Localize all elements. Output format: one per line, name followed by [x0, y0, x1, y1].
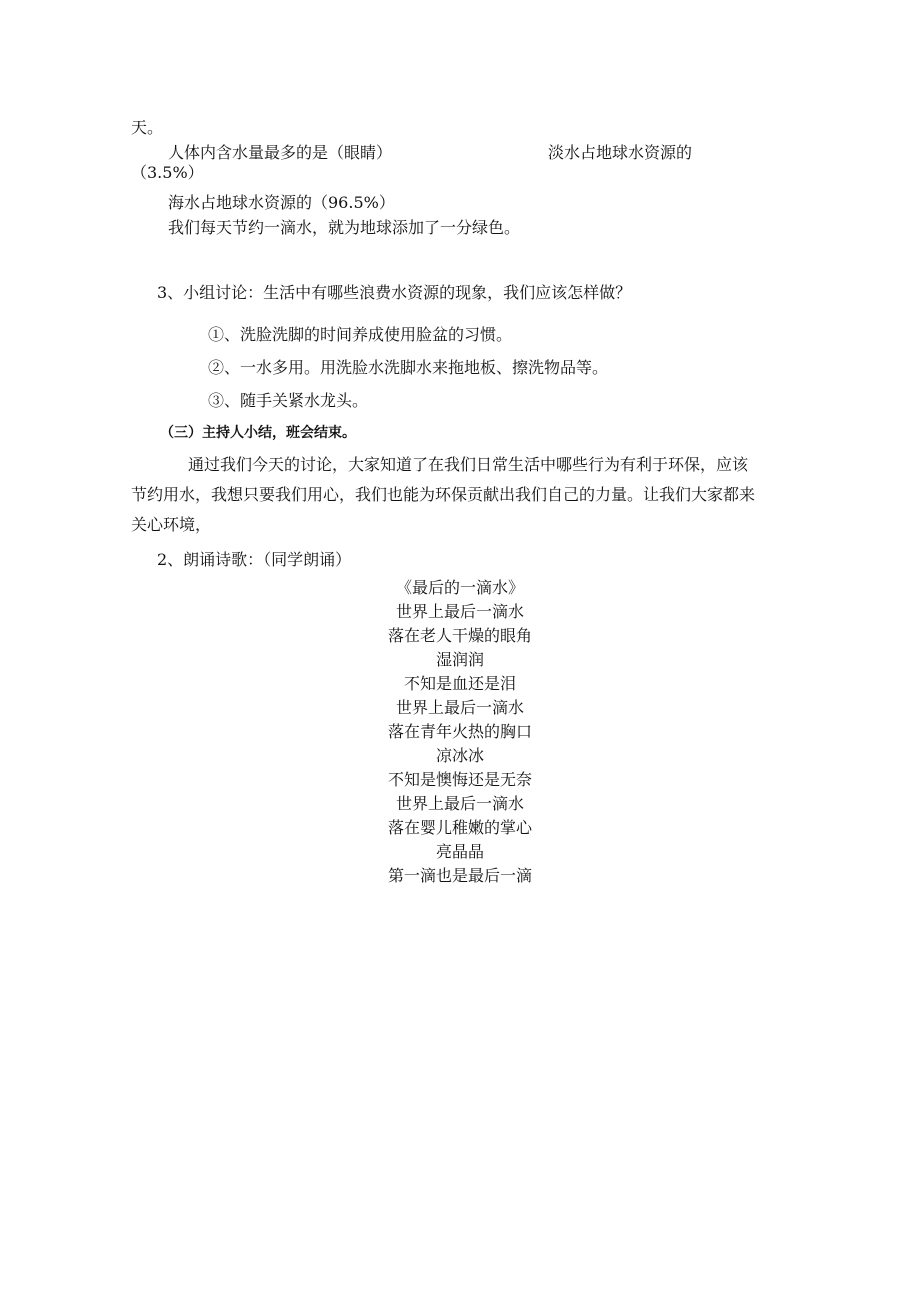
poem-line: 落在老人干燥的眼角	[387, 626, 532, 645]
poem-line: 落在青年火热的胸口	[387, 722, 532, 741]
fact-fresh-label: 淡水占地球水资源的	[548, 143, 693, 162]
fact-fresh-value: （3.5%）	[131, 163, 204, 182]
intro-tian: 天。	[131, 118, 164, 137]
discussion-item: ②、一水多用。用洗脸水洗脚水来拖地板、擦洗物品等。	[208, 358, 609, 377]
summary-line: 节约用水，我想只要我们用心，我们也能为环保贡献出我们自己的力量。让我们大家都来	[131, 485, 756, 504]
poem-line: 世界上最后一滴水	[395, 794, 524, 813]
poem-line: 不知是血还是泪	[403, 674, 516, 693]
poem-title: 《最后的一滴水》	[395, 578, 524, 597]
summary-line: 关心环境，	[131, 515, 212, 534]
poem-line: 湿润润	[435, 650, 484, 669]
poem-line: 世界上最后一滴水	[395, 602, 524, 621]
poem-line: 第一滴也是最后一滴	[387, 866, 532, 885]
poem-line: 落在婴儿稚嫩的掌心	[387, 818, 532, 837]
poem-line: 凉冰冰	[435, 746, 484, 765]
poem-line: 世界上最后一滴水	[395, 698, 524, 717]
discussion-item: ③、随手关紧水龙头。	[208, 391, 369, 410]
fact-eyes: 人体内含水量最多的是（眼睛）	[168, 143, 393, 162]
summary-heading: （三）主持人小结，班会结束。	[160, 425, 356, 441]
poem-line: 不知是懊悔还是无奈	[387, 770, 532, 789]
recitation-heading: 2、朗诵诗歌：（同学朗诵）	[157, 550, 352, 569]
discussion-item: ①、洗脸洗脚的时间养成使用脸盆的习惯。	[208, 325, 513, 344]
fact-save: 我们每天节约一滴水，就为地球添加了一分绿色。	[168, 218, 521, 237]
fact-sea: 海水占地球水资源的（96.5%）	[168, 193, 395, 212]
summary-line: 通过我们今天的讨论，大家知道了在我们日常生活中哪些行为有利于环保，应该	[188, 455, 749, 474]
discussion-heading: 3、小组讨论：生活中有哪些浪费水资源的现象，我们应该怎样做？	[157, 283, 632, 302]
poem-line: 亮晶晶	[435, 842, 484, 861]
